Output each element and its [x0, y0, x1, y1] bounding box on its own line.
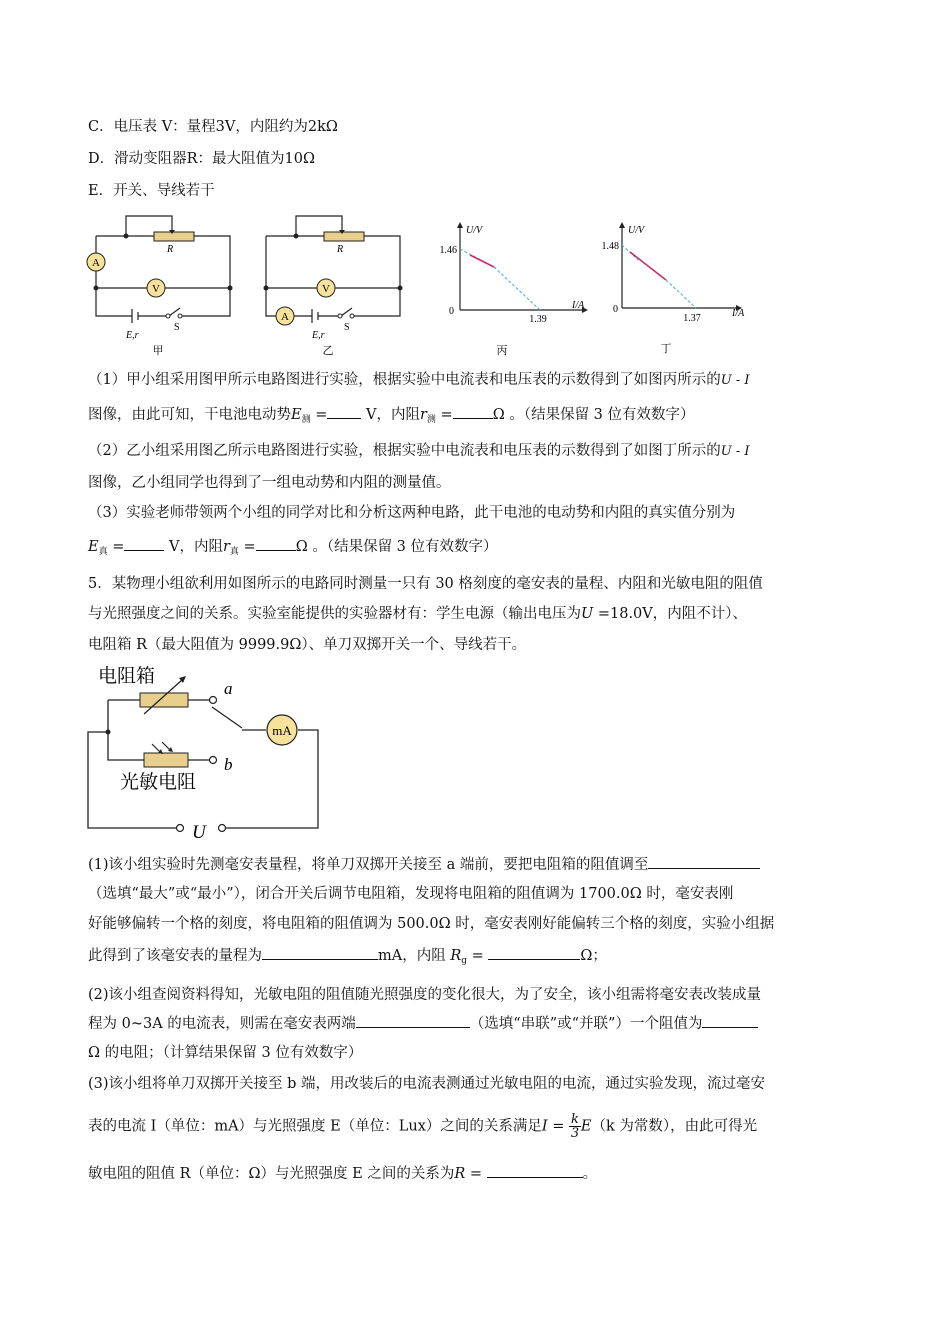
- x-axis-label: I/A: [732, 308, 745, 319]
- caption-jia: 甲: [152, 345, 164, 357]
- answer-blank-r[interactable]: [453, 404, 493, 419]
- answer-blank-resistance[interactable]: [702, 1013, 758, 1028]
- q5-part3-line3: 敏电阻的阻值 R（单位：Ω）与光照强度 E 之间的关系为R = 。: [88, 1163, 597, 1185]
- q4-part3-line1: （3）实验老师带领两个小组的同学对比和分析这两种电路，此干电池的电动势和内阻的真实值分别为: [88, 505, 736, 521]
- caption-yi: 乙: [322, 345, 334, 357]
- terminal-a-label: a: [224, 679, 233, 698]
- q5-part2-line3: Ω 的电阻；（计算结果保留 3 位有效数字）: [88, 1045, 363, 1061]
- u-intercept: 1.46: [439, 245, 457, 256]
- q5-intro-line3: 电阻箱 R（最大阻值为 9999.9Ω）、单刀双掷开关一个、导线若干。: [88, 637, 527, 653]
- u-intercept: 1.48: [601, 241, 619, 252]
- r-label: R: [336, 244, 344, 255]
- meter-v-label: V: [322, 283, 330, 295]
- q5-part3-line1: (3)该小组将单刀双掷开关接至 b 端，用改装后的电流表测通过光敏电阻的电流，通过实验发现，流过毫安: [88, 1076, 766, 1092]
- q5-part1-line2: （选填“最大”或“最小”），闭合开关后调节电阻箱，发现将电阻箱的阻值调为 1700.0Ω 时，毫安表刚: [88, 886, 734, 902]
- y-axis-label: U/V: [466, 225, 483, 236]
- q5-part1-line3: 好能够偏转一个格的刻度，将电阻箱的阻值调为 500.0Ω 时，毫安表刚好能偏转三个格的刻度，实验小组据: [88, 916, 775, 932]
- q5-part3-line2: 表的电流 I（单位：mA）与光照强度 E（单位：Lux）之间的关系满足I = $\frac{k}{3}$ E（k 为常数），由此可得光: [88, 1112, 758, 1141]
- option-d: D．滑动变阻器R：最大阻值为10Ω: [88, 151, 316, 167]
- meter-a-label: A: [92, 257, 100, 269]
- i-intercept: 1.37: [683, 313, 701, 324]
- switch-label: S: [344, 322, 350, 333]
- er-label: E,r: [126, 330, 139, 341]
- q4-part3-line2: $E_真 = V$，内阻$r_真 = \Omega$ 。（结果保留 3 位有效数字）: [88, 536, 498, 563]
- q4-part2-line1: （2）乙小组采用图乙所示电路图进行实验，根据实验中电流表和电压表的示数得到了如图丁所示的U - I: [88, 443, 750, 459]
- caption-bing: 丙: [496, 345, 508, 357]
- answer-blank-max-min[interactable]: [648, 854, 760, 869]
- fraction-k-over-3: $\frac{k}{3}$: [570, 1112, 580, 1141]
- switch-label: S: [174, 322, 180, 333]
- answer-blank-range[interactable]: [262, 945, 378, 960]
- q4-part1-line1: （1）甲小组采用图甲所示电路图进行实验，根据实验中电流表和电压表的示数得到了如图丙所示的U - I: [88, 372, 750, 388]
- answer-blank-rg[interactable]: [488, 945, 580, 960]
- circuit-q5: [84, 660, 334, 840]
- q4-part2-line2: 图像，乙小组同学也得到了一组电动势和内阻的测量值。: [88, 475, 451, 491]
- caption-ding: 丁: [660, 343, 672, 355]
- photoresistor-label: 光敏电阻: [120, 772, 197, 793]
- q5-part2-line1: (2)该小组查阅资料得知，光敏电阻的阻值随光照强度的变化很大，为了安全，该小组需将毫安表改装成量: [88, 987, 762, 1003]
- y-axis-label: U/V: [628, 225, 645, 236]
- i-intercept: 1.39: [529, 314, 547, 325]
- circuit-yi: [254, 206, 414, 364]
- answer-blank-r-true[interactable]: [256, 536, 296, 551]
- resistance-box-label: 电阻箱: [98, 666, 156, 687]
- q5-part1-line4: 此得到了该毫安表的量程为 mA，内阻 $R_g = \Omega$；: [88, 945, 607, 972]
- option-e: E．开关、导线若干: [88, 183, 215, 199]
- meter-v-label: V: [152, 283, 160, 295]
- option-c: C．电压表 V：量程3V，内阻约为2kΩ: [88, 119, 338, 135]
- answer-blank-series-parallel[interactable]: [356, 1013, 470, 1028]
- origin-label: 0: [449, 306, 454, 317]
- q5-part1-line1: (1)该小组实验时先测毫安表量程，将单刀双掷开关接至 a 端前，要把电阻箱的阻值调至: [88, 854, 760, 876]
- meter-a-label: A: [281, 311, 289, 323]
- x-axis-label: I/A: [572, 300, 585, 311]
- q5-intro-line1: 5．某物理小组欲利用如图所示的电路同时测量一只有 30 格刻度的毫安表的量程、内阻和光敏电阻的阻值: [88, 576, 763, 592]
- answer-blank-r-expression[interactable]: [487, 1163, 583, 1178]
- terminal-b-label: b: [224, 755, 233, 774]
- er-label: E,r: [312, 330, 325, 341]
- graph-ding: [594, 218, 764, 364]
- q5-part2-line2: 程为 0~3A 的电流表，则需在毫安表两端 （选填“串联”或“并联”）一个阻值为: [88, 1013, 758, 1035]
- source-u-label: U: [192, 822, 206, 840]
- r-label: R: [166, 244, 174, 255]
- q5-intro-line2: 与光照强度之间的关系。实验室能提供的实验器材有：学生电源（输出电压为U =18.0V，内阻不计）、: [88, 606, 747, 622]
- ma-label: mA: [272, 723, 292, 738]
- origin-label: 0: [613, 304, 618, 315]
- q4-part1-line2: 图像，由此可知，干电池电动势$E_测 = V$，内阻$r_测 = \Omega$ 。（结果保留 3 位有效数字）: [88, 404, 695, 431]
- answer-blank-emf[interactable]: [327, 404, 361, 419]
- answer-blank-emf-true[interactable]: [124, 536, 164, 551]
- graph-bing: [430, 218, 600, 364]
- circuit-jia: [84, 206, 244, 364]
